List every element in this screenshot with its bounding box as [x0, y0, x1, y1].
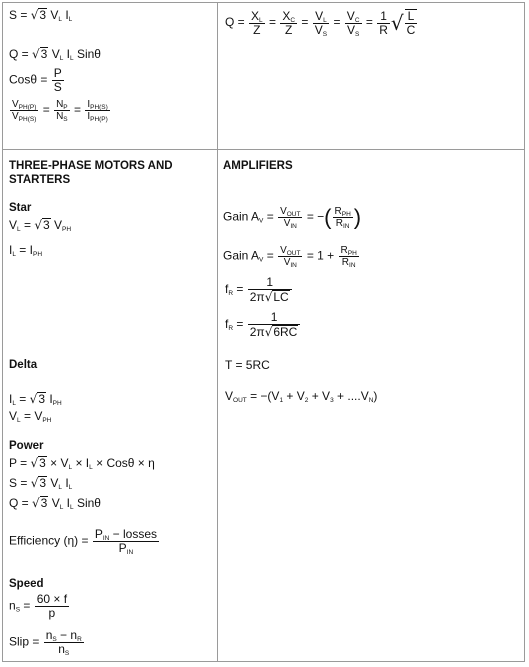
formula-power: $P = √3 \times V_L \times I_L \times Cos\theta \times \eta$ — [9, 456, 155, 471]
formula-gain-noninverting: Gain $A_V$ = $\frac{V_{OUT}}{V_{IN}}$ = 1 + $\frac{R_{PH}}{R_{IN}}$ — [223, 245, 357, 269]
formula-fr-lc: $f_R$ = $\frac{1}{2\pi√LC}$ — [225, 276, 293, 304]
formula-efficiency: Efficiency (η) = $\frac{P_{IN} - losses}{P_{IN}}$ — [9, 527, 158, 556]
heading-star: Star — [9, 202, 32, 214]
heading-delta: Delta — [9, 359, 38, 371]
formula-star-voltage: $V_L = √3$ $V_{PH}$ — [9, 218, 72, 233]
formula-sync-speed: $n_S$ = $\frac{60 \times f}{p}$ — [9, 592, 68, 620]
formula-fr-6rc: $f_R$ = $\frac{1}{2\pi√6RC}$ — [225, 311, 301, 339]
column-divider — [217, 3, 218, 661]
formula-time-constant: T = 5RC — [225, 358, 270, 372]
formula-gain-inverting: Gain $A_V$ = $\frac{V_{OUT}}{V_{IN}}$ = −( $\frac{R_{PH}}{R_{IN}}$ ) — [223, 204, 362, 230]
heading-motors: THREE-PHASE MOTORS AND STARTERS — [9, 160, 173, 186]
formula-s: S = √3 $V_L$ $I_L$ — [9, 8, 73, 23]
gain-label: Gain — [223, 248, 249, 263]
formula-power-s: S = √3 $V_L$ $I_L$ — [9, 476, 73, 491]
formula-slip: Slip = $\frac{n_S - n_R}{n_S}$ — [9, 628, 82, 657]
formula-cos: Cosθ = $\frac{P}{S}$ — [9, 66, 62, 94]
heading-amplifiers: AMPLIFIERS — [223, 160, 293, 172]
formula-q-ratio: Q = $\frac{X_L}{Z}$ = $\frac{X_C}{Z}$ = $\frac{V_L}{V_S}$ = $\frac{V_C}{V_S}$ = $\frac{1}{R}$ √ $\frac{L}{C}$ — [225, 8, 416, 38]
gain-label: Gain — [223, 209, 249, 224]
formula-q: Q = √3 $V_L$ $I_L$ Sinθ — [9, 47, 101, 62]
formula-delta-current: $I_L = √3$ $I_{PH}$ — [9, 392, 62, 407]
formula-sheet — [2, 2, 525, 662]
efficiency-label: Efficiency — [9, 533, 61, 548]
formula-vout-summing: $V_{OUT} = -(V_1 + V_2 + V_3 + ....V_N)$ — [225, 389, 378, 404]
formula-delta-voltage: $V_L = V_{PH}$ — [9, 409, 52, 424]
row-divider — [3, 149, 524, 150]
formula-power-q: Q = √3 $V_L$ $I_L$ Sinθ — [9, 496, 101, 511]
formula-star-current: $I_L = I_{PH}$ — [9, 243, 43, 258]
formula-transformer-ratio: $\frac{V_{PH(P)}}{V_{PH(S)}}$ = $\frac{N_P}{N_S}$ = $\frac{I_{PH(S)}}{I_{PH(P)}}$ — [12, 99, 108, 123]
heading-power: Power — [9, 440, 44, 452]
heading-speed: Speed — [9, 578, 44, 590]
